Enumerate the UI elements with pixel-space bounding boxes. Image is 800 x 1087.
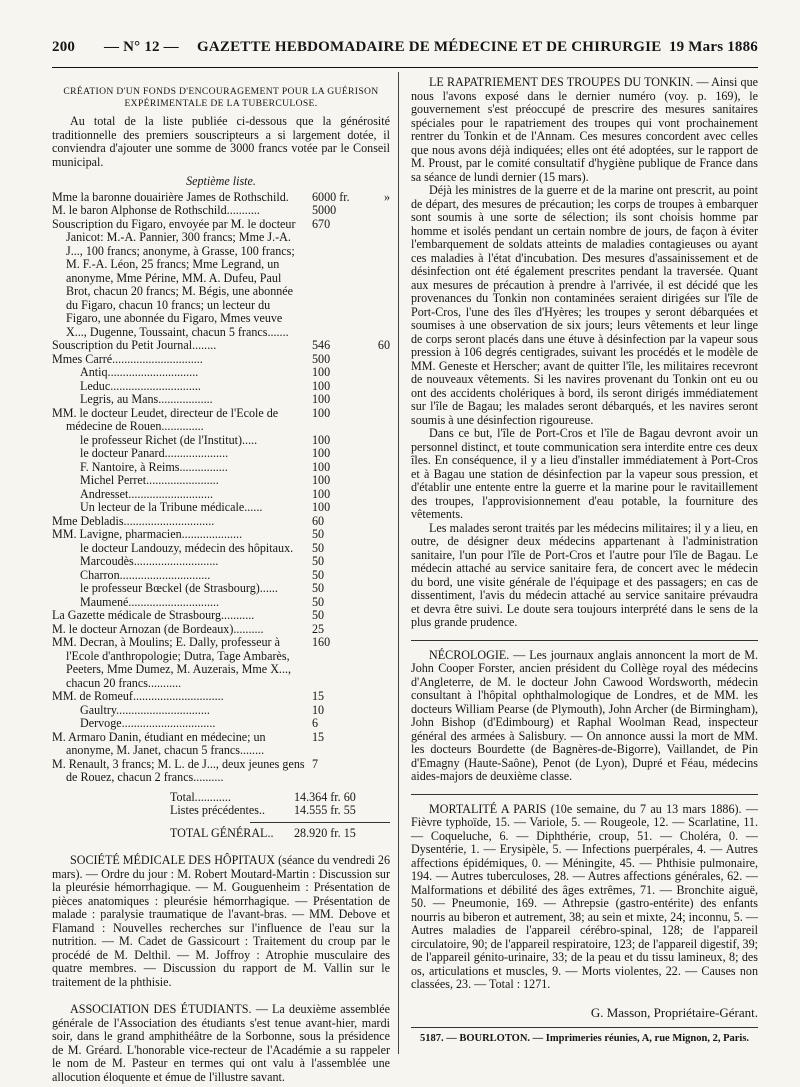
subscriber-name: le professeur Richet (de l'Institut)..... bbox=[80, 432, 258, 447]
grand-total-value: 28.920 fr. 15 bbox=[294, 825, 356, 840]
column-divider bbox=[398, 72, 399, 1054]
amount-francs: 100 bbox=[312, 432, 331, 447]
subscription-row bbox=[52, 339, 390, 353]
subscription-row bbox=[52, 461, 390, 475]
page-number: 200 bbox=[52, 39, 76, 55]
left-column bbox=[52, 76, 390, 1084]
grand-total-row bbox=[52, 827, 390, 841]
subscription-row bbox=[52, 366, 390, 380]
subscriber-name: le docteur Panard..................... bbox=[80, 446, 229, 460]
subscription-row bbox=[52, 582, 390, 596]
subscription-row bbox=[52, 528, 390, 542]
subscriber-name: MM. de Romeuf.............................. bbox=[52, 689, 224, 703]
subscriber-name: Mmes Carré.............................. bbox=[52, 351, 203, 366]
amount-francs: 100 bbox=[312, 378, 331, 393]
subscriber-name: Marcoudès............................ bbox=[80, 554, 219, 568]
subscriber-name: Leduc.............................. bbox=[80, 378, 201, 393]
previous-lists-value: 14.555 fr. 55 bbox=[294, 803, 356, 817]
total-value: 14.364 fr. 60 bbox=[294, 789, 356, 804]
subscription-row bbox=[52, 218, 390, 340]
amount-francs: 546 bbox=[312, 338, 331, 352]
subscription-row bbox=[52, 717, 390, 731]
subscriber-name: Gaultry............................... bbox=[80, 702, 210, 717]
rapatriement-paragraph-3: Dans ce but, l'île de Port-Cros et l'île de Bagau devront avoir un personnel distinct, et toute communication sera interdite entre ces deux îles. En conséquence, il y a lieu d'installer immédiatement à Port-Cros et à Bagau une station de désinfection par la vapeur sous pression, et d'établir une entente entre la guerre et la marine pour le ravitaillement des troupes, l'approvisionnement d'eau potable, la fourniture des vêtements. bbox=[411, 426, 758, 521]
societe-medicale-paragraph: SOCIÉTÉ MÉDICALE DES HÔPITAUX (séance du vendredi 26 mars). — Ordre du jour : M. Robert Moutard-Martin : Discussion sur la pleurésie hémorrhagique. — M. Gouguenheim : Présentation de pièces anatomiques : pleurésie hémorrhagique. — Présentation de malade : paralysie traumatique de l'avant-bras. — MM. Debove et Flamand : Nouvelles recherches sur l'influence de l'eau sur la nutrition. — M. Cadet de Gassicourt : Traitement du croup par le procédé de M. Delthil. — M. Joffroy : Atrophie musculaire des quatre membres. — Discussion du rapport de M. Vallin sur le traitement de la phthisie. bbox=[52, 853, 390, 989]
subscription-row bbox=[52, 501, 390, 515]
subscription-row bbox=[52, 191, 390, 205]
amount-francs: 100 bbox=[312, 405, 331, 420]
subscriber-name: Un lecteur de la Tribune médicale...... bbox=[80, 500, 263, 514]
amount-francs: 100 bbox=[312, 486, 331, 501]
subscription-row bbox=[52, 474, 390, 488]
mortalite-paragraph: MORTALITÉ A PARIS (10e semaine, du 7 au 13 mars 1886). — Fièvre typhoïde, 15. — Variole, 5. — Rougeole, 12. — Scarlatine, 11. — Coqueluche, 6. — Diphthérie, croup, 51. — Choléra, 0. — Dysentérie, 1. — Erysipèle, 5. — Infections puerpérales, 4. — Autres affections épidémiques, 0. — Méningite, 45. — Phthisie pulmonaire, 194. — Autres tuberculoses, 28. — Autres affections générales, 62. — Malformations et débilité des âges extrêmes, 71. — Bronchite aiguë, 50. — Pneumonie, 169. — Athrepsie (gastro-entérite) des enfants nourris au biberon et autrement, 38; au sein et mixte, 24; inconnu, 5. — Autres maladies de l'appareil cérébro-spinal, 128; de l'appareil circulatoire, 90; de l'appareil respiratoire, 123; de l'appareil digestif, 39; de l'appareil génito-urinaire, 33; de la peau et du tissu lamineux, 8; des os, articulations et muscles, 9. — Morts violentes, 22. — Causes non classées, 23. — Total : 1271. bbox=[411, 801, 758, 991]
subscription-row bbox=[52, 447, 390, 461]
subscriber-name: Maumené.............................. bbox=[80, 594, 220, 609]
total-rule bbox=[250, 822, 390, 823]
amount-francs: 100 bbox=[312, 459, 331, 474]
subscription-row bbox=[52, 636, 390, 690]
signature: G. Masson, Propriétaire-Gérant. bbox=[590, 1004, 758, 1020]
subscription-row bbox=[52, 758, 390, 785]
previous-lists-label: Listes précédentes.. bbox=[170, 803, 266, 817]
right-column bbox=[411, 76, 758, 1046]
subscriber-name: Souscription du Figaro, envoyée par M. le docteur Janicot: M.-A. Pannier, 300 francs; Mme J.-A. J..., 100 francs; anonyme, à Grasse, 100 francs; M. F.-A. Léon, 25 francs; Mme Legrand, un anonyme, Mme Périne, MM. A. Dufeu, Paul Brot, chacun 20 francs; M. Bégis, une abonnée du Figaro, chacun 10 francs; un lecteur du Figaro, une abonnée du Figaro, Mmes veuve X..., Dugenne, Toussaint, chacun 5 francs....... bbox=[52, 216, 296, 339]
amount-francs: 100 bbox=[312, 473, 331, 487]
amount-francs: 6 bbox=[312, 716, 319, 730]
subscriber-name: Charron.............................. bbox=[80, 567, 211, 582]
rapatriement-paragraph-4: Les malades seront traités par les médecins militaires; il y a lieu, en outre, de désigner deux médecins appartenant à l'administration sanitaire, l'un pour l'île de Port-Cros et l'autre pour l'île de Bagau. Le médecin attaché au service sanitaire fera, de concert avec le médecin du bord, une visite générale de l'équipage et des passagers; en cas de dissentiment, l'avis du médecin attaché au service sanitaire prévaudra et devra être suivi. Le doute sera toujours interprété dans le sens de la plus grande prudence. bbox=[411, 520, 758, 629]
subscriber-name: M. le baron Alphonse de Rothschild........... bbox=[52, 203, 260, 217]
amount-francs: 100 bbox=[312, 392, 331, 406]
total-row bbox=[52, 791, 390, 805]
subscriber-name: M. Renault, 3 francs; M. L. de J..., deux jeunes gens de Rouez, chacun 2 francs.......... bbox=[52, 756, 305, 784]
subscriber-name: Legris, au Mans.................. bbox=[80, 392, 213, 406]
amount-francs: 160 bbox=[312, 635, 331, 649]
subscriber-name: Souscription du Petit Journal........ bbox=[52, 338, 217, 352]
intro-paragraph: Au total de la liste publiée ci-dessous que la générosité traditionnelle des premiers souscripteurs a si largement dotée, il conviendra d'ajouter une somme de 3000 francs votée par le Conseil municipal. bbox=[52, 114, 390, 169]
grand-total-label: TOTAL GÉNÉRAL.. bbox=[170, 825, 274, 840]
amount-francs: 6000 fr. bbox=[312, 189, 350, 204]
subscriber-name: Mme Debladis.............................. bbox=[52, 513, 215, 528]
subscription-row bbox=[52, 731, 390, 758]
subscriber-name: MM. Lavigne, pharmacien.................... bbox=[52, 527, 243, 541]
amount-francs: 670 bbox=[312, 216, 331, 231]
amount-francs: 25 bbox=[312, 621, 325, 636]
amount-francs: 50 bbox=[312, 567, 325, 582]
subscriber-name: La Gazette médicale de Strasbourg........... bbox=[52, 608, 255, 622]
subscription-row bbox=[52, 380, 390, 394]
separator bbox=[411, 640, 758, 641]
subscription-row bbox=[52, 555, 390, 569]
subscriber-name: le professeur Bœckel (de Strasbourg)...... bbox=[80, 581, 278, 595]
necrologie-paragraph: NÉCROLOGIE. — Les journaux anglais annoncent la mort de M. John Cooper Forster, ancien président du Collège royal des médecins d'Angleterre, de M. le docteur John Cawood Wordsworth, médecin consultant à l'hôpital ophthalmologique de Londres, et de MM. les docteurs William Pearse (de Plymouth), John Archer (de Birmingham), John Bishop (d'Edimbourg) et Raphal Woolman Read, inspecteur général des armées à Salisbury. — On annonce aussi la mort de MM. les docteurs Bourdette (de Bagnères-de-Bigorre), Vaillandet, de Pin d'Emagny (Haute-Saône), Penot (de Lyon), Dupré et Féau, médecins aides-majors de deuxième classe. bbox=[411, 647, 758, 783]
amount-francs: 500 bbox=[312, 351, 331, 366]
subscription-row bbox=[52, 353, 390, 367]
subscriber-name: Dervoge............................... bbox=[80, 716, 216, 730]
subscription-row bbox=[52, 609, 390, 623]
amount-francs: 100 bbox=[312, 365, 331, 379]
rapatriement-paragraph-2: Déjà les ministres de la guerre et de la marine ont prescrit, au point de départ, des mesures de précaution; les corps de troupes à embarquer sont soumis à une sorte de sélection; ils sont choisis homme par homme et isolés pendant un certain nombre de jours, de façon à éviter l'embarquement de soldats atteints de maladies contagieuses ou ayant ces maladies à l'état d'incubation. Des mesures d'assainissement et de désinfection ont été également prescrites pendant la traversée. Quant aux mesures de précaution à prendre à l'arrivée, il est décidé que les provenances du Tonkin non contaminées seraient dirigées sur l'île de Port-Cros, l'une des îles d'Hyères; les troupes y seront débarquées et soumises à une observation de six jours; leurs vêtements et leur linge de corps seront placés dans une étuve à désinfection par la vapeur sous pression à 106 degrés centigrades, suivant les procédés et le modèle de MM. Geneste et Herscher; avant de quitter l'île, les militaires recevront de nouveaux vêtements. Si les navires provenant du Tonkin ont eu ou ont des accidents cholériques à bord, ils seront dirigés immédiatement sur l'île de Bagau; les malades seront débarqués, et les navires seront soumis à une désinfection rigoureuse. bbox=[411, 183, 758, 427]
amount-francs: 10 bbox=[312, 702, 325, 717]
amount-francs: 50 bbox=[312, 527, 325, 541]
issue-number: — N° 12 — bbox=[104, 39, 179, 55]
subscriber-name: MM. le docteur Leudet, directeur de l'Ecole de médecine de Rouen.............. bbox=[52, 405, 279, 433]
subscription-row bbox=[52, 542, 390, 556]
subscriber-name: M. Armaro Danin, étudiant en médecine; un anonyme, M. Janet, chacun 5 francs........ bbox=[52, 729, 266, 757]
subscription-row bbox=[52, 393, 390, 407]
subscription-list bbox=[52, 191, 390, 785]
separator bbox=[411, 794, 758, 795]
amount-centimes: » bbox=[383, 189, 390, 204]
amount-francs: 50 bbox=[312, 581, 325, 595]
amount-francs: 7 bbox=[312, 756, 319, 771]
subscriber-name: Antiq.............................. bbox=[80, 365, 199, 379]
amount-francs: 15 bbox=[312, 689, 325, 703]
subscription-row bbox=[52, 596, 390, 610]
subscriber-name: Andresset............................ bbox=[80, 486, 214, 501]
amount-francs: 50 bbox=[312, 540, 325, 555]
amount-francs: 50 bbox=[312, 554, 325, 568]
amount-francs: 100 bbox=[312, 446, 331, 460]
header-rule bbox=[52, 67, 758, 68]
footer-rule bbox=[411, 1027, 758, 1028]
subscription-row bbox=[52, 204, 390, 218]
subscriber-name: F. Nantoire, à Reims................ bbox=[80, 459, 228, 474]
subscription-row bbox=[52, 623, 390, 637]
previous-lists-row bbox=[52, 804, 390, 818]
amount-francs: 50 bbox=[312, 594, 325, 609]
subscription-row bbox=[52, 690, 390, 704]
subscription-row bbox=[52, 407, 390, 434]
amount-centimes: 60 bbox=[377, 338, 390, 352]
printer-line: 5187. — BOURLOTON. — Imprimeries réunies, A, rue Mignon, 2, Paris. bbox=[419, 1033, 750, 1044]
amount-francs: 15 bbox=[312, 729, 325, 744]
section-title-tuberculose: CRÉATION D'UN FONDS D'ENCOURAGEMENT POUR LA GUÉRISON EXPÉRIMENTALE DE LA TUBERCULOSE. bbox=[63, 86, 379, 109]
rapatriement-paragraph-1: LE RAPATRIEMENT DES TROUPES DU TONKIN. — Ainsi que nous l'avons exposé dans le dernier numéro (voy. p. 169), le gouvernement s'est préoccupé de prescrire des mesures sanitaires spéciales pour le rapatriement des troupes qui vont prochainement rentrer du Tonkin et de l'Annam. Ces mesures concordent avec celles que nous avons déjà indiquées; elles ont été adoptées, sur le rapport de M. Proust, par le comité consultatif d'hygiène publique de France dans sa séance de lundi dernier (15 mars). bbox=[411, 75, 758, 184]
subscription-row bbox=[52, 515, 390, 529]
issue-date: 19 Mars 1886 bbox=[668, 39, 758, 55]
subscription-row bbox=[52, 434, 390, 448]
amount-francs: 5000 bbox=[312, 203, 337, 217]
subscription-row bbox=[52, 488, 390, 502]
page-header bbox=[52, 30, 758, 68]
list-title: Septième liste. bbox=[186, 174, 256, 188]
journal-title: GAZETTE HEBDOMADAIRE DE MÉDECINE ET DE CHIRURGIE bbox=[197, 39, 662, 55]
amount-francs: 100 bbox=[312, 500, 331, 514]
subscriber-name: le docteur Landouzy, médecin des hôpitaux. bbox=[80, 540, 294, 555]
amount-francs: 60 bbox=[312, 513, 325, 528]
subscriber-name: Michel Perret........................ bbox=[80, 473, 219, 487]
subscriber-name: M. le docteur Arnozan (de Bordeaux).......... bbox=[52, 621, 264, 636]
subscriber-name: MM. Decran, à Moulins; E. Dally, professeur à l'Ecole d'anthropologie; Dutra, Tage Ambarès, Peeters, Mme Dumez, M. Auzerais, Mme X..., chacun 20 francs........... bbox=[52, 635, 292, 690]
subscriber-name: Mme la baronne douairière James de Rothschild. bbox=[52, 189, 289, 204]
amount-francs: 50 bbox=[312, 608, 325, 622]
subscription-row bbox=[52, 704, 390, 718]
subscription-row bbox=[52, 569, 390, 583]
total-label: Total............ bbox=[170, 789, 231, 804]
association-etudiants-paragraph: ASSOCIATION DES ÉTUDIANTS. — La deuxième assemblée générale de l'Association des étudiants s'est tenue avant-hier, mardi soir, dans le grand amphithéâtre de la Sorbonne, sous la présidence de M. Gréard. L'honorable vice-recteur de l'Académie a su rappeler le nom de M. Pasteur en termes qui ont valu à l'assemblée une allocution éloquente et émue de l'illustre savant. bbox=[52, 1002, 390, 1084]
